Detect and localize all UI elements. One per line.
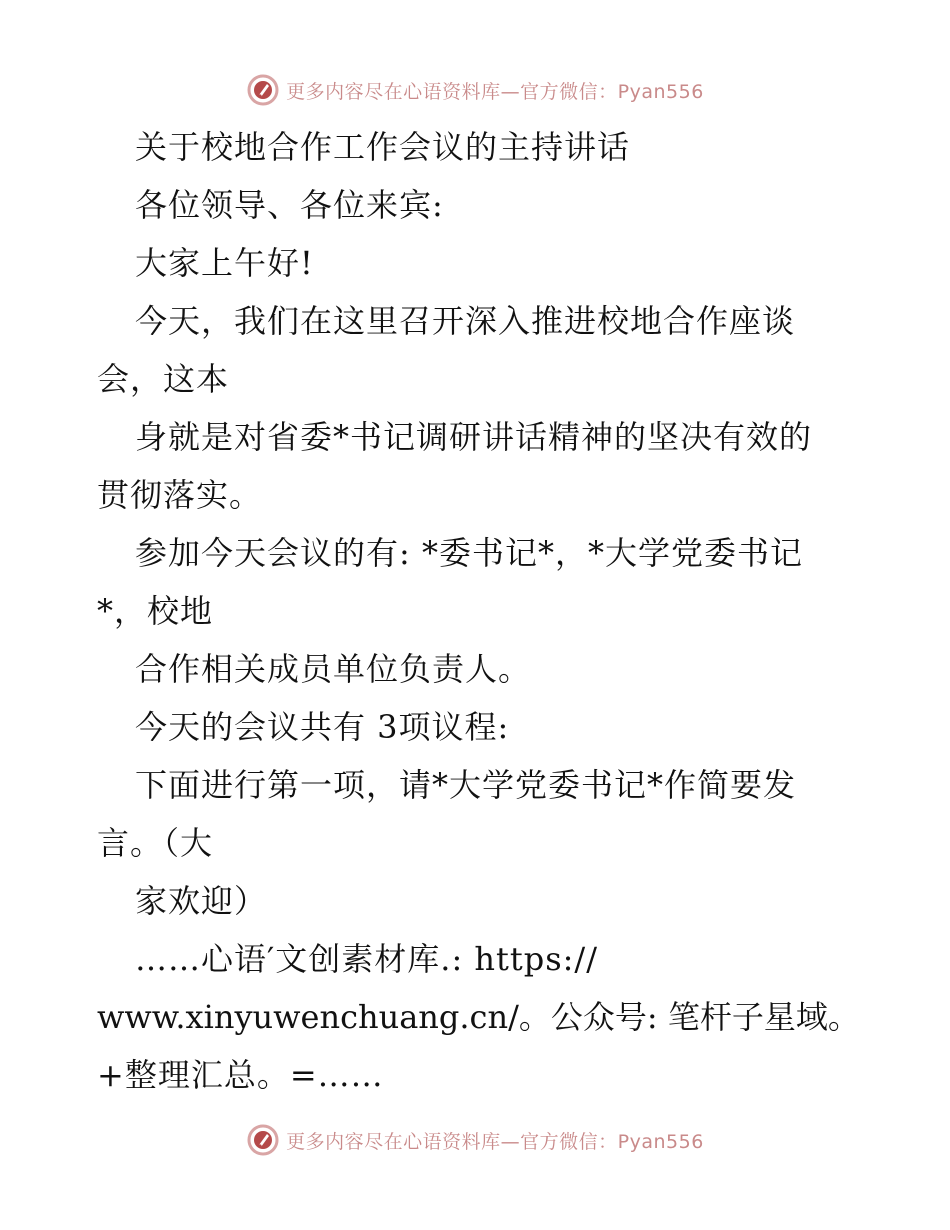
paragraph-line: 大家上午好! — [135, 244, 314, 282]
paragraph-line: 会，这本 — [97, 360, 230, 398]
paragraph-line: 今天的会议共有 3项议程: — [135, 708, 510, 746]
footer-banner — [0, 1120, 950, 1160]
document-title: 关于校地合作工作会议的主持讲话 — [135, 128, 631, 166]
paragraph-line: ……心语′文创素材库.: https:// — [135, 940, 598, 978]
paragraph-line: +整理汇总。=…… — [97, 1056, 384, 1094]
header-banner — [0, 70, 950, 110]
paragraph-line: 合作相关成员单位负责人。 — [135, 650, 532, 688]
header-banner-text: 更多内容尽在心语资料库—官方微信：Pyan556 — [286, 80, 704, 103]
paragraph-line: 今天，我们在这里召开深入推进校地合作座谈 — [135, 302, 796, 340]
paragraph-line: 家欢迎） — [135, 882, 268, 920]
pen-nib-circle-icon — [246, 1123, 280, 1157]
paragraph-line: 身就是对省委*书记调研讲话精神的坚决有效的 — [135, 418, 813, 456]
paragraph-line: 言。（大 — [97, 824, 214, 862]
footer-banner-text: 更多内容尽在心语资料库—官方微信：Pyan556 — [286, 1130, 704, 1153]
paragraph-line: 下面进行第一项，请*大学党委书记*作简要发 — [135, 766, 797, 804]
paragraph-line: 参加今天会议的有: *委书记*，*大学党委书记 — [135, 534, 803, 572]
paragraph-line: *，校地 — [97, 592, 214, 630]
paragraph-line: 贯彻落实。 — [97, 476, 263, 514]
document-body — [97, 118, 860, 1104]
pen-nib-circle-icon — [246, 73, 280, 107]
paragraph-line: www.xinyuwenchuang.cn/。公众号: 笔杆子星域。 — [97, 998, 860, 1036]
paragraph-line: 各位领导、各位来宾: — [135, 186, 444, 224]
